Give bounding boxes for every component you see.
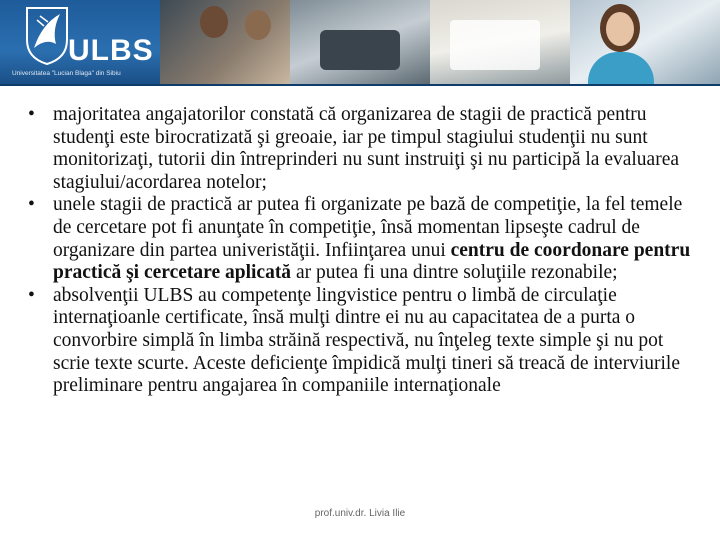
header-divider	[0, 84, 720, 86]
bullet-item	[28, 104, 698, 194]
bullet-item	[28, 194, 698, 284]
bullet-item	[28, 285, 698, 398]
header-photo-books	[430, 0, 570, 84]
header-photo-students	[160, 0, 290, 84]
header-banner	[0, 0, 720, 84]
bullet-text: absolvenţii ULBS au competenţe lingvistice pentru o limbă de circulaţie internaţioanle certificate, însă mulţi dintre ei nu au capacitatea de a purta o convorbire simplă în limba străină respectivă, nu înţeleg texte simple şi nu pot scrie texte scurte. Aceste deficienţe împidică mulţi tineri să treacă de interviurile preliminare pentru angajarea în companiile internaţionale	[53, 284, 680, 397]
university-crest-icon	[22, 4, 72, 66]
bullet-text-end: ar putea fi una dintre soluţiile rezonabile;	[291, 262, 618, 284]
bullet-icon: •	[28, 284, 35, 306]
bullet-list	[28, 104, 698, 398]
ulbs-logo	[0, 0, 160, 84]
slide-body	[28, 104, 698, 398]
logo-text: ULBS	[68, 34, 154, 67]
university-name: Universitatea "Lucian Blaga" din Sibiu	[12, 70, 121, 77]
bullet-icon: •	[28, 194, 35, 216]
bullet-text-start: unele stagii de practică ar putea fi organizate pe bază de competiţie, la fel temele de cercetare pot fi anunţate în competiţie, însă momentan lipseşte cadrul de organizare din partea univeristăţii. Infiinţarea unui	[53, 194, 683, 261]
bullet-bold-text: centru de coordonare pentru practică şi cercetare aplicată	[53, 239, 691, 284]
bullet-text: majoritatea angajatorilor constată că organizarea de stagii de practică pentru studenţi este birocratizată şi greoaie, iar pe timpul stagiului studenţii nu sunt monitorizaţi, tutorii din întreprinderi nu sunt instruiţi şi nu participă la evaluarea stagiului/acordarea notelor;	[53, 104, 680, 193]
bullet-icon: •	[28, 104, 35, 125]
header-photo-laptop	[290, 0, 430, 84]
footer-author: prof.univ.dr. Livia Ilie	[314, 508, 406, 519]
header-photo-person	[570, 0, 720, 84]
